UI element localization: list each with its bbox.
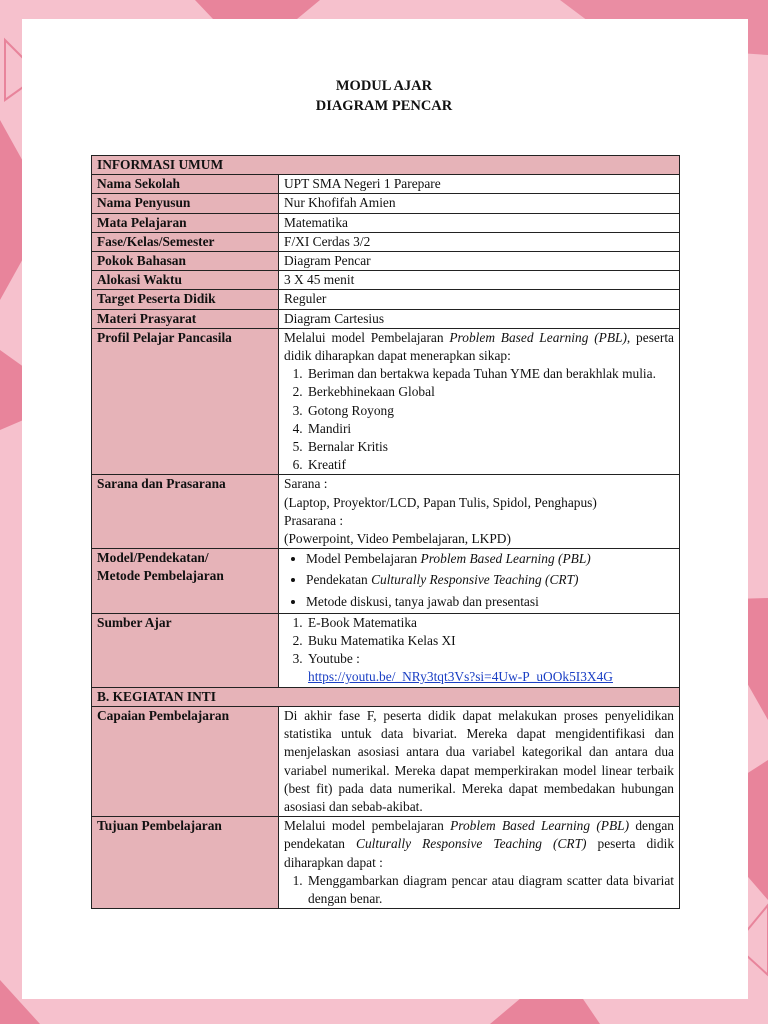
capaian-row xyxy=(92,706,680,816)
document-title-block xyxy=(0,76,768,116)
row-label: Mata Pelajaran xyxy=(92,213,279,232)
table-row xyxy=(92,309,680,328)
row-label: Nama Penyusun xyxy=(92,194,279,213)
model-label-line: Model/Pendekatan/ xyxy=(97,550,209,566)
tujuan-list xyxy=(284,872,674,908)
table-row xyxy=(92,175,680,194)
tujuan-approach: Culturally Responsive Teaching (CRT) xyxy=(356,836,587,852)
row-label: Fase/Kelas/Semester xyxy=(92,232,279,251)
list-item: 4. Mandiri xyxy=(306,420,674,438)
list-item: 3. Gotong Royong xyxy=(306,402,674,420)
list-item xyxy=(306,650,674,686)
list-item: 2. Berkebhinekaan Global xyxy=(306,383,674,401)
row-value: Diagram Cartesius xyxy=(279,309,680,328)
item-text: Metode diskusi, tanya jawab dan presentasi xyxy=(306,593,539,609)
list-item xyxy=(306,592,674,613)
sarana-row xyxy=(92,475,680,549)
row-label: Sarana dan Prasarana xyxy=(92,475,279,549)
section-header-row xyxy=(92,156,680,175)
row-value: F/XI Cerdas 3/2 xyxy=(279,232,680,251)
profil-intro xyxy=(284,329,674,365)
youtube-label: Youtube : xyxy=(308,651,360,667)
sarana-line: Prasarana : xyxy=(284,512,344,528)
section-title-fill xyxy=(279,156,680,175)
section-title-kegiatan-inti: B. KEGIATAN INTI xyxy=(92,687,279,706)
table-row xyxy=(92,271,680,290)
table-row xyxy=(92,290,680,309)
list-item: 6. Kreatif xyxy=(306,456,674,474)
list-item: 1. Beriman dan bertakwa kepada Tuhan YME dan berakhlak mulia. xyxy=(306,365,674,383)
section-title-informasi-umum: INFORMASI UMUM xyxy=(92,156,279,175)
profil-list xyxy=(284,365,674,474)
sumber-content xyxy=(279,613,680,687)
profil-content xyxy=(279,328,680,475)
row-label: Target Peserta Didik xyxy=(92,290,279,309)
list-item: 1. Menggambarkan diagram pencar atau diagram scatter data bivariat dengan benar. xyxy=(306,872,674,908)
capaian-text: Di akhir fase F, peserta didik dapat melakukan proses penyelidikan statistika untuk data bivariat. Mereka dapat mengidentifikasi dan menjelaskan asosiasi antara dua variabel kategorikal dan antara dua variabel numerikal. Mereka dapat memperkirakan model linear terbaik (best fit) pada data numerikal. Mereka dapat membedakan hubungan asosiasi dan sebab-akibat. xyxy=(279,706,680,816)
list-item: 5. Bernalar Kritis xyxy=(306,438,674,456)
row-label: Alokasi Waktu xyxy=(92,271,279,290)
profil-intro-tail: , peserta didik diharapkan dapat menerapkan sikap: xyxy=(284,329,674,364)
model-list xyxy=(284,549,674,613)
modul-ajar-table xyxy=(91,155,680,909)
sarana-line: Sarana : xyxy=(284,476,328,492)
tujuan-intro xyxy=(284,817,674,872)
table-row xyxy=(92,194,680,213)
section-header-row xyxy=(92,687,680,706)
sarana-content xyxy=(279,475,680,549)
row-label: Nama Sekolah xyxy=(92,175,279,194)
row-label: Capaian Pembelajaran xyxy=(92,706,279,816)
row-value: Matematika xyxy=(279,213,680,232)
list-item xyxy=(306,570,674,591)
row-label: Tujuan Pembelajaran xyxy=(92,817,279,909)
row-value: Diagram Pencar xyxy=(279,252,680,271)
sumber-list xyxy=(284,614,674,687)
row-label: Profil Pelajar Pancasila xyxy=(92,328,279,475)
model-content xyxy=(279,549,680,614)
sumber-row xyxy=(92,613,680,687)
tujuan-text: dengan pendekatan xyxy=(284,818,675,852)
sarana-line: (Laptop, Proyektor/LCD, Papan Tulis, Spidol, Penghapus) xyxy=(284,494,597,510)
document-subtitle: DIAGRAM PENCAR xyxy=(315,98,453,114)
row-value: UPT SMA Negeri 1 Parepare xyxy=(279,175,680,194)
item-emphasis: Problem Based Learning (PBL) xyxy=(420,551,591,567)
table-row xyxy=(92,232,680,251)
document-title: MODUL AJAR xyxy=(335,78,433,94)
row-value: 3 X 45 menit xyxy=(279,271,680,290)
profil-intro-text: Melalui model Pembelajaran xyxy=(284,329,450,345)
youtube-link[interactable]: https://youtu.be/_NRy3tqt3Vs?si=4Uw-P_uOOk5I3X4G xyxy=(308,669,613,685)
row-label: Pokok Bahasan xyxy=(92,252,279,271)
tujuan-model: Problem Based Learning (PBL) xyxy=(450,818,630,834)
row-label: Sumber Ajar xyxy=(92,613,279,687)
sarana-line: (Powerpoint, Video Pembelajaran, LKPD) xyxy=(284,531,511,547)
row-label: Materi Prasyarat xyxy=(92,309,279,328)
list-item: 1. E-Book Matematika xyxy=(306,614,674,632)
tujuan-text: Melalui model pembelajaran xyxy=(284,818,451,834)
profil-intro-model: Problem Based Learning (PBL) xyxy=(449,329,627,345)
item-emphasis: Culturally Responsive Teaching (CRT) xyxy=(371,572,579,588)
row-value: Reguler xyxy=(279,290,680,309)
model-label-line: Metode Pembelajaran xyxy=(97,568,224,584)
row-value: Nur Khofifah Amien xyxy=(279,194,680,213)
item-text: Pendekatan xyxy=(306,572,372,588)
row-label xyxy=(92,549,279,614)
tujuan-content xyxy=(279,817,680,909)
table-row xyxy=(92,252,680,271)
tujuan-row xyxy=(92,817,680,909)
section-title-fill xyxy=(279,687,680,706)
list-item xyxy=(306,549,674,570)
model-row xyxy=(92,549,680,614)
table-row xyxy=(92,213,680,232)
profil-row xyxy=(92,328,680,475)
tujuan-text: peserta didik diharapkan dapat : xyxy=(284,836,675,870)
list-item: 2. Buku Matematika Kelas XI xyxy=(306,632,674,650)
item-text: Model Pembelajaran xyxy=(306,551,421,567)
